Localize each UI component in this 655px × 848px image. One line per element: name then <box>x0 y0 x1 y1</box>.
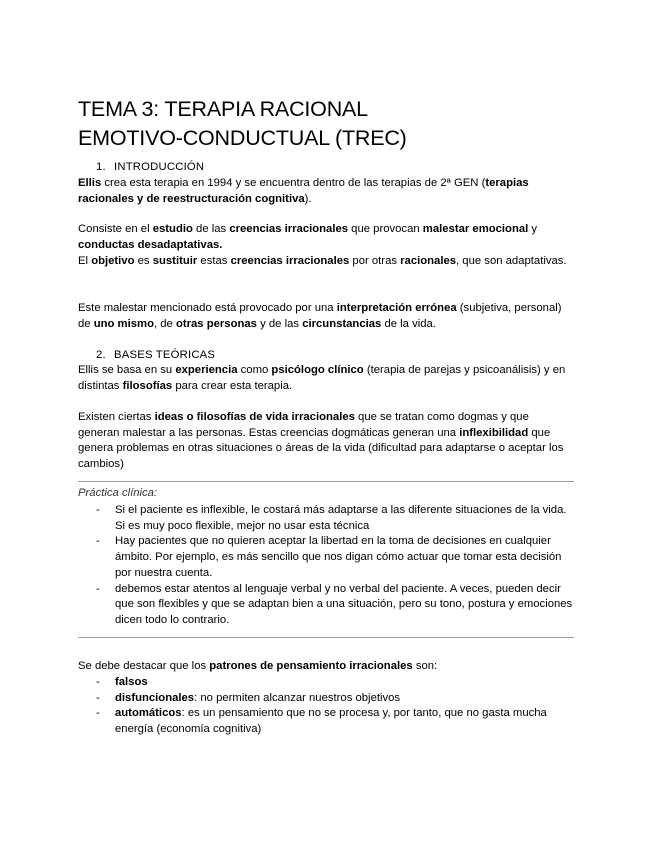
page-title <box>78 95 598 153</box>
text: es <box>134 255 153 267</box>
text: son: <box>412 660 438 672</box>
bullet-dash: - <box>96 582 100 595</box>
bold-text: interpretación errónea <box>336 302 457 314</box>
text: Consiste en el <box>78 223 153 235</box>
text: y de las <box>256 317 303 330</box>
bold-text: inflexibilidad <box>459 426 529 439</box>
text: : no permiten alcanzar nuestros objetivos <box>194 691 401 704</box>
title-line-1: TEMA 3: TERAPIA RACIONAL <box>78 97 368 121</box>
bold-text: terapias racionales y de reestructuración cognitiva <box>78 177 529 205</box>
list-item <box>78 706 574 737</box>
section-number: 1. <box>96 161 106 173</box>
list-item-text: debemos estar atentos al lenguaje verbal y no verbal del paciente. A veces, pueden decir que son flexibles y que se adaptan bien a una situación, pero su tono, postura y emociones dicen todo lo contrario. <box>115 582 573 626</box>
text: de las <box>192 223 230 235</box>
bold-text: malestar emocional <box>422 223 529 235</box>
paragraph-ellis-bases <box>78 363 570 394</box>
text: que se tratan como dogmas y que generan malestar a las personas. Estas creencias dogmáticas generan una <box>78 411 529 439</box>
list-item-text: Hay pacientes que no quieren aceptar la libertad en la toma de decisiones en cualquier ámbito. Por ejemplo, es más sencillo que nos digan cómo actuar que tomar esta decisión por nuestra cuenta. <box>115 535 562 579</box>
text: : es un pensamiento que no se procesa y, por tanto, que no gasta mucha energía (economía cognitiva) <box>115 707 547 736</box>
text: Ellis se basa en su <box>78 364 176 376</box>
text: que genera problemas en otras situaciones o áreas de la vida (dificultad para adaptarse o aceptar los cambios) <box>78 426 564 471</box>
bullet-dash: - <box>96 676 100 688</box>
list-item-text <box>115 675 574 691</box>
text: , de <box>153 317 176 330</box>
text: Este malestar mencionado está provocado por una <box>78 302 337 314</box>
list-item <box>78 503 574 534</box>
section-heading-introduccion <box>96 160 204 176</box>
text: crea esta terapia en 1994 y se encuentra dentro de las terapias de 2ª GEN ( <box>101 177 486 189</box>
bold-text: experiencia <box>175 364 238 376</box>
paragraph-ideas-irracionales <box>78 410 570 473</box>
text: para crear esta terapia. <box>172 379 293 392</box>
bullet-dash: - <box>96 691 100 704</box>
bold-text: creencias irracionales <box>229 223 349 235</box>
text: Existen ciertas <box>78 411 155 423</box>
bold-text: falsos <box>115 676 148 688</box>
text: , que son adaptativas. <box>456 255 567 267</box>
text: de la vida. <box>381 317 436 330</box>
bold-text: estudio <box>152 223 193 235</box>
bold-text: creencias irracionales <box>230 255 350 267</box>
bold-text: circunstancias <box>302 317 382 330</box>
text: por otras <box>349 255 401 267</box>
practica-clinica-label: Práctica clínica: <box>78 487 158 499</box>
bullet-dash: - <box>96 707 100 720</box>
list-item-text: Si el paciente es inflexible, le costará más adaptarse a las diferente situaciones de la vida. Si es muy poco flexible, mejor no usar esta técnica <box>115 504 567 532</box>
bold-text: psicólogo clínico <box>271 364 364 376</box>
list-item <box>78 691 574 707</box>
text: y <box>528 223 538 235</box>
list-item <box>78 675 574 691</box>
bold-text: filosofías <box>122 379 173 392</box>
divider-bottom <box>78 637 574 638</box>
paragraph-malestar <box>78 301 570 332</box>
section-heading-bases-teoricas <box>96 348 215 364</box>
text: ). <box>304 192 312 205</box>
text: estas <box>197 255 231 267</box>
list-item-text <box>115 706 574 737</box>
text: que provocan <box>348 223 423 235</box>
bold-text: disfuncionales <box>115 691 195 704</box>
bold-text: patrones de pensamiento irracionales <box>209 660 413 672</box>
patrones-list <box>78 675 574 738</box>
bullet-dash: - <box>96 535 100 548</box>
bold-text: otras personas <box>175 317 257 330</box>
divider-top <box>78 481 574 482</box>
paragraph-consiste <box>78 222 570 253</box>
title-line-2: EMOTIVO-CONDUCTUAL (TREC) <box>78 126 407 150</box>
text: El <box>78 255 92 267</box>
text: Se debe destacar que los <box>78 660 210 672</box>
section-label: INTRODUCCIÓN <box>114 161 205 173</box>
practica-clinica-list <box>78 503 574 629</box>
bold-text: racionales <box>400 255 457 267</box>
paragraph-patrones <box>78 659 570 675</box>
bullet-dash: - <box>96 504 100 516</box>
bold-text: objetivo <box>91 255 135 267</box>
paragraph-objetivo <box>78 254 570 270</box>
section-number: 2. <box>96 349 106 361</box>
section-label: BASES TEÓRICAS <box>114 349 216 361</box>
list-item <box>78 534 574 581</box>
list-item <box>78 582 574 629</box>
bold-text: automáticos <box>115 707 182 720</box>
paragraph-ellis-intro <box>78 176 570 207</box>
bold-text: sustituir <box>152 255 198 267</box>
bold-text: conductas desadaptativas. <box>78 238 223 251</box>
bold-text: uno mismo <box>93 317 154 330</box>
bold-text: Ellis <box>78 177 102 189</box>
text: (terapia de parejas y psicoanálisis) y en distintas <box>78 364 566 392</box>
list-item-text <box>115 691 574 707</box>
bold-text: ideas o filosofías de vida irracionales <box>154 411 355 423</box>
text: (subjetiva, personal) de <box>78 302 562 330</box>
text: como <box>237 364 272 376</box>
